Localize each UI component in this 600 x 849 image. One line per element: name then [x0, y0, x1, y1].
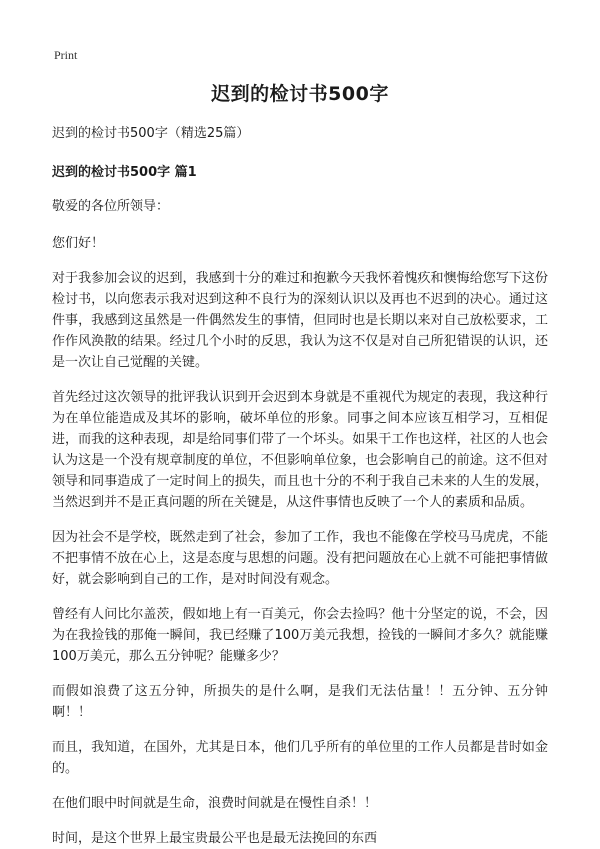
paragraph: 因为社会不是学校，既然走到了社会，参加了工作，我也不能像在学校马马虎虎，不能不把事情不放在心上，这是态度与思想的问题。没有把问题放在心上就不可能把事情做好，就会影响到自己的工作，是对时间没有观念。 — [52, 530, 548, 587]
salutation: 您们好！ — [52, 236, 105, 251]
paragraph: 首先经过这次领导的批评我认识到开会迟到本身就是不重视代为规定的表现，我这种行为在单位能造成及其坏的影响，破坏单位的形象。同事之间本应该互相学习，互相促进，而我的这种表现，却是给同事们带了一个坏头。如果干工作也这样，社区的人也会认为这是一个没有规章制度的单位，不但影响单位象，也会影响自己的前途。这不但对领导和同事造成了一定时间上的损失，而且也十分的不利于我自己未来的人生的发展，当然迟到并不是正真问题的所在关键是，从这件事情也反映了一个人的素质和品质。 — [52, 390, 548, 510]
page-title: 迟到的检讨书500字 — [211, 83, 389, 105]
paragraph: 而且，我知道，在国外，尤其是日本，他们几乎所有的单位里的工作人员都是昔时如金的。 — [52, 740, 548, 776]
print-link[interactable]: Print — [54, 48, 78, 62]
section-heading: 迟到的检讨书500字 篇1 — [52, 165, 197, 180]
paragraph: 对于我参加会议的迟到，我感到十分的难过和抱歉今天我怀着愧疚和懊悔给您写下这份检讨书，以向您表示我对迟到这种不良行为的深刻认识以及再也不迟到的决心。通过这件事，我感到这虽然是一件偶然发生的事情，但同时也是长期以来对自己放松要求，工作作风涣散的结果。经过几个小时的反思，我认为这不仅是对自己所犯错误的认识，还是一次让自己觉醒的关键。 — [52, 271, 548, 370]
greeting: 敬爱的各位所领导： — [52, 199, 170, 214]
paragraph: 而假如浪费了这五分钟，所损失的是什么啊，是我们无法估量！！五分钟、五分钟啊！！ — [52, 684, 548, 720]
paragraph: 时间，是这个世界上最宝贵最公平也是最无法挽回的东西 — [52, 831, 378, 846]
paragraph: 在他们眼中时间就是生命，浪费时间就是在慢性自杀！！ — [52, 796, 378, 811]
document-subtitle: 迟到的检讨书500字（精选25篇） — [52, 126, 250, 141]
paragraph: 曾经有人问比尔盖茨，假如地上有一百美元，你会去捡吗？他十分坚定的说，不会，因为在我捡钱的那俺一瞬间，我已经赚了100万美元我想，捡钱的一瞬间才多久？就能赚100万美元，那么五分钟呢？能赚多少？ — [52, 607, 548, 664]
